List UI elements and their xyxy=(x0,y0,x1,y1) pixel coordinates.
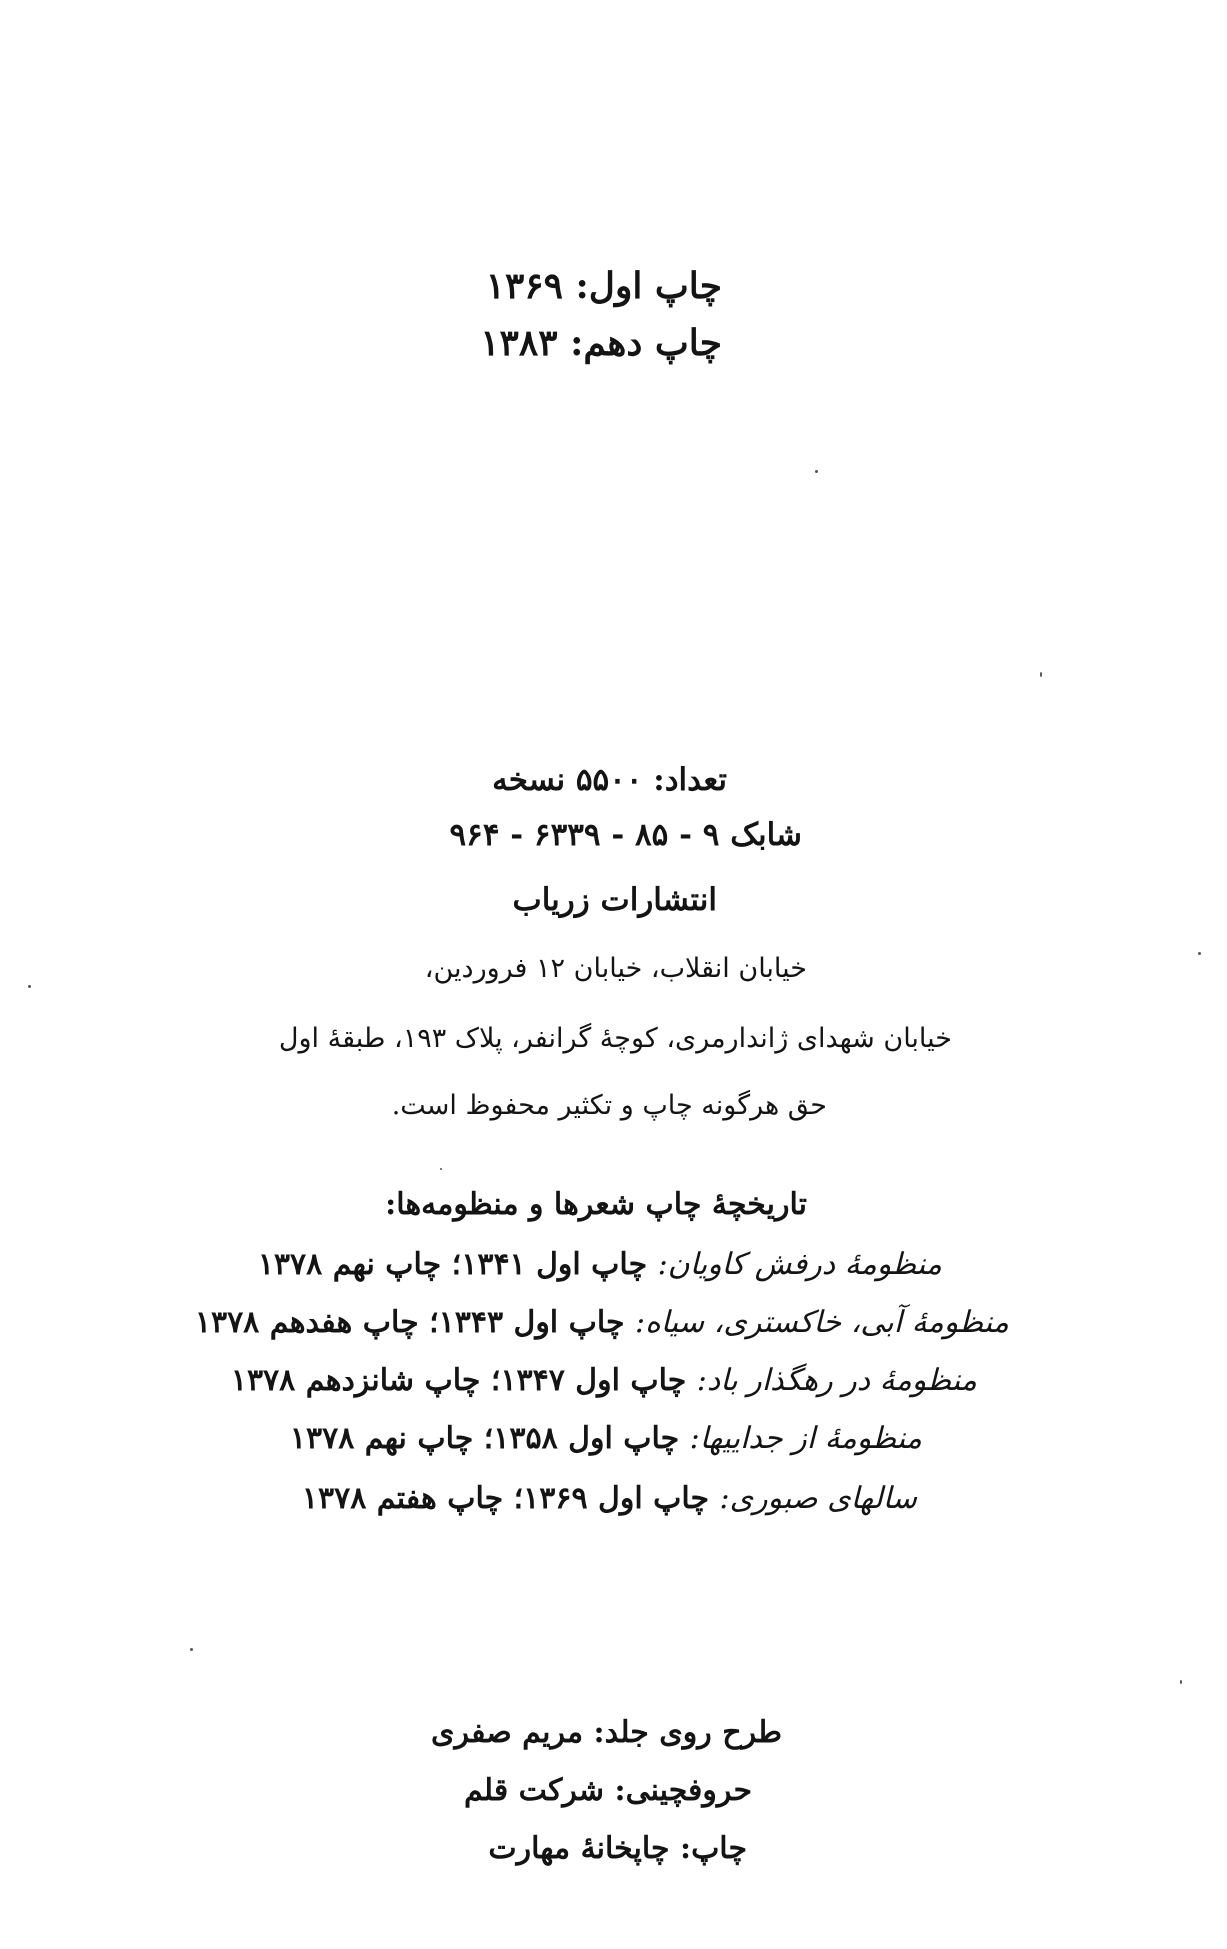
scan-speck xyxy=(1040,672,1042,677)
work-editions: چاپ اول ۱۳۶۹؛ چاپ هفتم ۱۳۷۸ xyxy=(301,1481,710,1516)
work-title: منظومهٔ از جداییها: xyxy=(689,1421,922,1456)
print-history-item xyxy=(301,1481,917,1516)
work-title: منظومهٔ درفش کاویان: xyxy=(657,1247,942,1282)
scan-speck xyxy=(190,1648,193,1651)
work-editions: چاپ اول ۱۳۴۳؛ چاپ هفدهم ۱۳۷۸ xyxy=(194,1305,625,1340)
print-history-item xyxy=(194,1305,1009,1340)
print-history-title: تاریخچهٔ چاپ شعرها و منظومه‌ها: xyxy=(385,1187,807,1222)
typesetting-credit: حروفچینی: شرکت قلم xyxy=(463,1773,752,1808)
copyright-notice: حق هرگونه چاپ و تکثیر محفوظ است. xyxy=(391,1090,827,1121)
scan-speck xyxy=(28,985,31,988)
scan-speck xyxy=(1180,1680,1182,1684)
publisher-name: انتشارات زریاب xyxy=(512,882,717,918)
first-edition-line: چاپ اول: ۱۳۶۹ xyxy=(485,265,722,307)
scan-speck xyxy=(1198,952,1201,955)
work-editions: چاپ اول ۱۳۴۷؛ چاپ شانزدهم ۱۳۷۸ xyxy=(230,1363,687,1398)
work-editions: چاپ اول ۱۳۴۱؛ چاپ نهم ۱۳۷۸ xyxy=(257,1247,648,1282)
isbn-line: شابک ۹ - ۸۵ - ۶۳۳۹ - ۹۶۴ xyxy=(449,817,802,853)
work-editions: چاپ اول ۱۳۵۸؛ چاپ نهم ۱۳۷۸ xyxy=(289,1421,680,1456)
publisher-address-line-1: خیابان انقلاب، خیابان ۱۲ فروردین، xyxy=(424,953,807,984)
printing-credit: چاپ: چاپخانهٔ مهارت xyxy=(488,1831,747,1866)
publisher-address-line-2: خیابان شهدای ژاندارمری، کوچهٔ گرانفر، پلاک ۱۹۳، طبقهٔ اول xyxy=(278,1023,952,1054)
work-title: منظومهٔ آبی، خاکستری، سیاه: xyxy=(634,1305,1009,1340)
scan-speck xyxy=(815,470,818,473)
scan-speck xyxy=(440,1168,442,1170)
print-run-count: تعداد: ۵۵۰۰ نسخه xyxy=(492,762,727,798)
print-history-item xyxy=(257,1247,942,1282)
print-history-item xyxy=(289,1421,922,1456)
work-title: سالهای صبوری: xyxy=(719,1481,917,1516)
cover-design-credit: طرح روی جلد: مریم صفری xyxy=(431,1715,782,1750)
print-history-item xyxy=(230,1363,977,1398)
tenth-edition-line: چاپ دهم: ۱۳۸۳ xyxy=(480,322,722,364)
work-title: منظومهٔ در رهگذار باد: xyxy=(696,1363,977,1398)
